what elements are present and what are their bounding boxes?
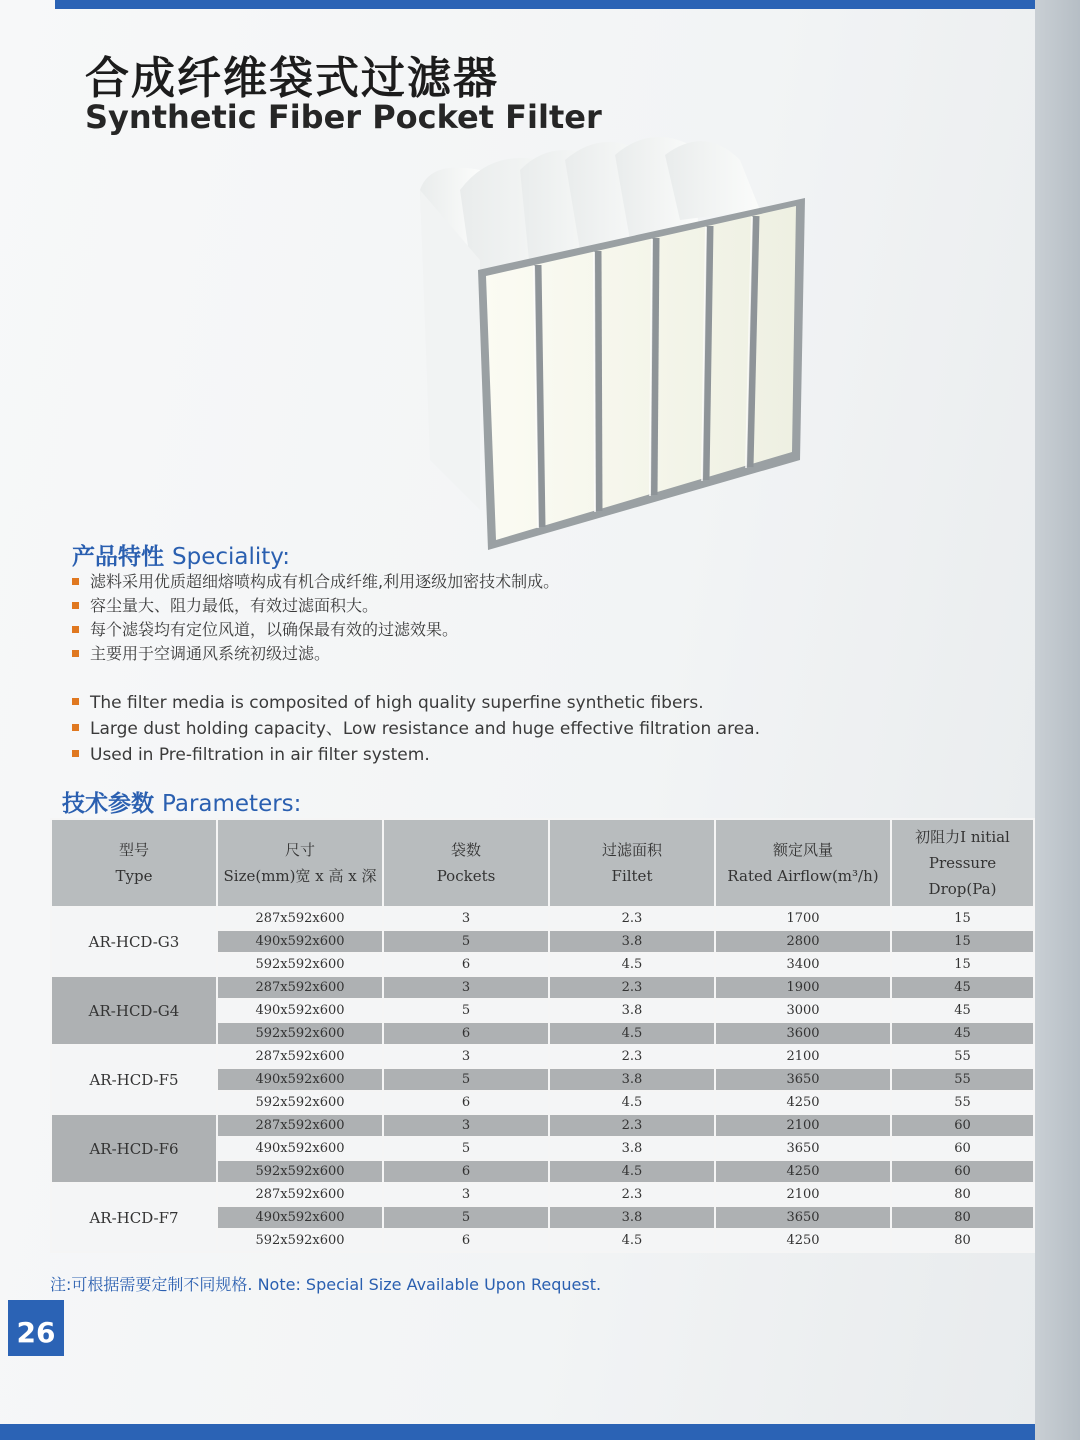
speciality-item: 滤料采用优质超细熔喷构成有机合成纤维,利用逐级加密技术制成。: [70, 570, 559, 594]
airflow-cell: 1700: [715, 907, 891, 930]
airflow-cell: 3650: [715, 1068, 891, 1091]
header-size: 尺寸 Size(mm)宽 x 高 x 深: [217, 819, 383, 907]
area-cell: 4.5: [549, 1229, 715, 1252]
title-english: Synthetic Fiber Pocket Filter: [85, 98, 602, 136]
header-type: 型号 Type: [51, 819, 217, 907]
parameters-heading: [62, 785, 301, 818]
size-cell: 490x592x600: [217, 1206, 383, 1229]
airflow-cell: 1900: [715, 976, 891, 999]
airflow-cell: 4250: [715, 1229, 891, 1252]
pressure-cell: 15: [891, 907, 1034, 930]
table-row: [51, 1114, 1034, 1137]
parameters-table: [50, 818, 1035, 1253]
airflow-cell: 3650: [715, 1137, 891, 1160]
type-cell: AR-HCD-G3: [51, 907, 217, 976]
speciality-item: 主要用于空调通风系统初级过滤。: [70, 642, 559, 666]
size-cell: 592x592x600: [217, 1022, 383, 1045]
speciality-heading: [72, 538, 290, 571]
area-cell: 4.5: [549, 1091, 715, 1114]
pockets-cell: 5: [383, 1068, 549, 1091]
airflow-cell: 4250: [715, 1160, 891, 1183]
header-filter-area: 过滤面积 Filtet: [549, 819, 715, 907]
area-cell: 3.8: [549, 1206, 715, 1229]
header-pressure-drop: 初阻力I nitial Pressure Drop(Pa): [891, 819, 1034, 907]
airflow-cell: 3650: [715, 1206, 891, 1229]
size-cell: 287x592x600: [217, 1045, 383, 1068]
table-row: [51, 976, 1034, 999]
title-chinese: 合成纤维袋式过滤器: [85, 53, 499, 104]
header-pockets: 袋数 Pockets: [383, 819, 549, 907]
pressure-cell: 80: [891, 1206, 1034, 1229]
pressure-cell: 45: [891, 999, 1034, 1022]
book-spine: [1035, 0, 1080, 1440]
speciality-heading-cn: 产品特性: [72, 544, 164, 570]
airflow-cell: 2100: [715, 1114, 891, 1137]
size-cell: 287x592x600: [217, 1114, 383, 1137]
pockets-cell: 3: [383, 1114, 549, 1137]
pressure-cell: 60: [891, 1160, 1034, 1183]
area-cell: 2.3: [549, 907, 715, 930]
pressure-cell: 55: [891, 1068, 1034, 1091]
size-cell: 490x592x600: [217, 1068, 383, 1091]
pockets-cell: 6: [383, 1229, 549, 1252]
size-cell: 592x592x600: [217, 953, 383, 976]
airflow-cell: 2100: [715, 1183, 891, 1206]
size-cell: 490x592x600: [217, 1137, 383, 1160]
parameters-heading-en: Parameters:: [162, 791, 302, 817]
area-cell: 2.3: [549, 1114, 715, 1137]
speciality-item: Used in Pre-filtration in air filter system.: [70, 742, 760, 768]
table-row: [51, 907, 1034, 930]
speciality-item: 容尘量大、阻力最低，有效过滤面积大。: [70, 594, 559, 618]
speciality-item: 每个滤袋均有定位风道，以确保最有效的过滤效果。: [70, 618, 559, 642]
pressure-cell: 80: [891, 1183, 1034, 1206]
pockets-cell: 6: [383, 1091, 549, 1114]
bottom-accent-bar: [0, 1424, 1035, 1440]
type-cell: AR-HCD-F7: [51, 1183, 217, 1252]
pressure-cell: 55: [891, 1045, 1034, 1068]
pressure-cell: 15: [891, 953, 1034, 976]
speciality-list-cn: [70, 570, 559, 666]
pockets-cell: 3: [383, 1045, 549, 1068]
size-cell: 592x592x600: [217, 1229, 383, 1252]
area-cell: 4.5: [549, 1022, 715, 1045]
top-accent-bar: [55, 0, 1035, 9]
type-cell: AR-HCD-G4: [51, 976, 217, 1045]
type-cell: AR-HCD-F6: [51, 1114, 217, 1183]
table-row: [51, 1045, 1034, 1068]
footnote: 注:可根据需要定制不同规格. Note: Special Size Available Upon Request.: [50, 1275, 602, 1294]
size-cell: 490x592x600: [217, 999, 383, 1022]
table-header-row: [51, 819, 1034, 907]
area-cell: 4.5: [549, 953, 715, 976]
airflow-cell: 3000: [715, 999, 891, 1022]
airflow-cell: 3400: [715, 953, 891, 976]
pockets-cell: 6: [383, 953, 549, 976]
area-cell: 3.8: [549, 1068, 715, 1091]
pockets-cell: 3: [383, 907, 549, 930]
parameters-heading-cn: 技术参数: [62, 791, 154, 817]
pressure-cell: 80: [891, 1229, 1034, 1252]
size-cell: 592x592x600: [217, 1160, 383, 1183]
area-cell: 3.8: [549, 999, 715, 1022]
area-cell: 4.5: [549, 1160, 715, 1183]
airflow-cell: 4250: [715, 1091, 891, 1114]
area-cell: 2.3: [549, 976, 715, 999]
pressure-cell: 60: [891, 1137, 1034, 1160]
parameters-table-body: [51, 907, 1034, 1252]
pressure-cell: 45: [891, 976, 1034, 999]
page-number: 26: [8, 1300, 64, 1356]
size-cell: 592x592x600: [217, 1091, 383, 1114]
pressure-cell: 55: [891, 1091, 1034, 1114]
area-cell: 2.3: [549, 1045, 715, 1068]
airflow-cell: 2100: [715, 1045, 891, 1068]
speciality-heading-en: Speciality:: [172, 544, 290, 570]
pockets-cell: 5: [383, 930, 549, 953]
type-cell: AR-HCD-F5: [51, 1045, 217, 1114]
area-cell: 3.8: [549, 1137, 715, 1160]
size-cell: 287x592x600: [217, 907, 383, 930]
pressure-cell: 15: [891, 930, 1034, 953]
pockets-cell: 6: [383, 1160, 549, 1183]
speciality-item: The filter media is composited of high quality superfine synthetic fibers.: [70, 690, 760, 716]
pocket-filter-illustration: [400, 130, 820, 560]
area-cell: 3.8: [549, 930, 715, 953]
pockets-cell: 3: [383, 976, 549, 999]
pockets-cell: 3: [383, 1183, 549, 1206]
size-cell: 287x592x600: [217, 1183, 383, 1206]
size-cell: 490x592x600: [217, 930, 383, 953]
pressure-cell: 45: [891, 1022, 1034, 1045]
pockets-cell: 6: [383, 1022, 549, 1045]
table-row: [51, 1183, 1034, 1206]
pockets-cell: 5: [383, 1137, 549, 1160]
area-cell: 2.3: [549, 1183, 715, 1206]
pockets-cell: 5: [383, 1206, 549, 1229]
size-cell: 287x592x600: [217, 976, 383, 999]
airflow-cell: 2800: [715, 930, 891, 953]
header-airflow: 额定风量 Rated Airflow(m³/h): [715, 819, 891, 907]
speciality-item: Large dust holding capacity、Low resistance and huge effective filtration area.: [70, 716, 760, 742]
speciality-list-en: [70, 690, 760, 768]
pressure-cell: 60: [891, 1114, 1034, 1137]
airflow-cell: 3600: [715, 1022, 891, 1045]
pockets-cell: 5: [383, 999, 549, 1022]
